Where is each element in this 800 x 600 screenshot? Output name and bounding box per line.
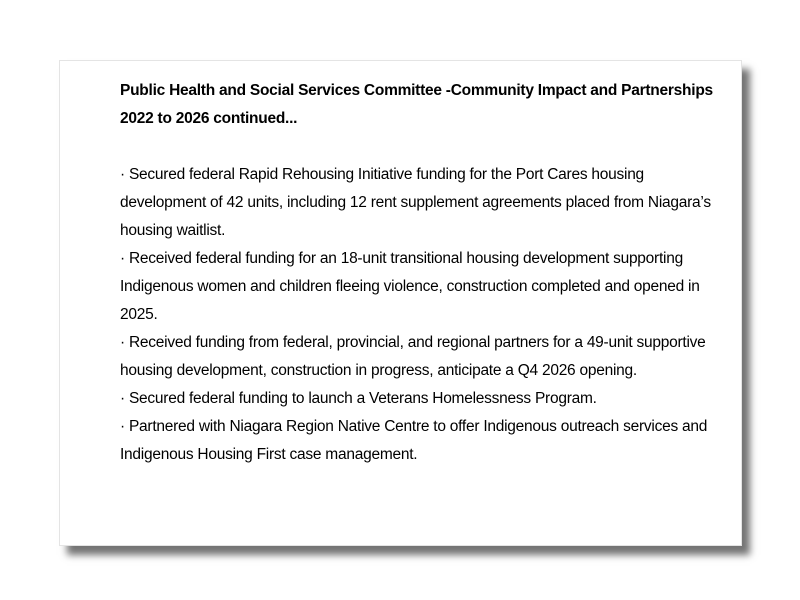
document-page <box>59 60 742 546</box>
document-content <box>120 77 720 469</box>
bullet-item-veterans-program: · Secured federal funding to launch a Veterans Homelessness Program. <box>120 390 597 407</box>
bullet-item-native-centre-partnership: · Partnered with Niagara Region Native Centre to offer Indigenous outreach services and Indigenous Housing First case management. <box>120 418 708 463</box>
spacer <box>120 133 720 161</box>
bullet-item-transitional-housing: · Received federal funding for an 18-unit transitional housing development supporting Indigenous women and children fleeing violence, construction completed and opened in 2025. <box>120 250 700 323</box>
bullet-item-supportive-housing: · Received funding from federal, provincial, and regional partners for a 49-unit supportive housing development, construction in progress, anticipate a Q4 2026 opening. <box>120 334 706 379</box>
section-heading: Public Health and Social Services Committee -Community Impact and Partnerships 2022 to 2026 continued... <box>120 82 713 127</box>
bullet-item-rapid-rehousing: · Secured federal Rapid Rehousing Initiative funding for the Port Cares housing development of 42 units, including 12 rent supplement agreements placed from Niagara’s housing waitlist. <box>120 166 711 239</box>
